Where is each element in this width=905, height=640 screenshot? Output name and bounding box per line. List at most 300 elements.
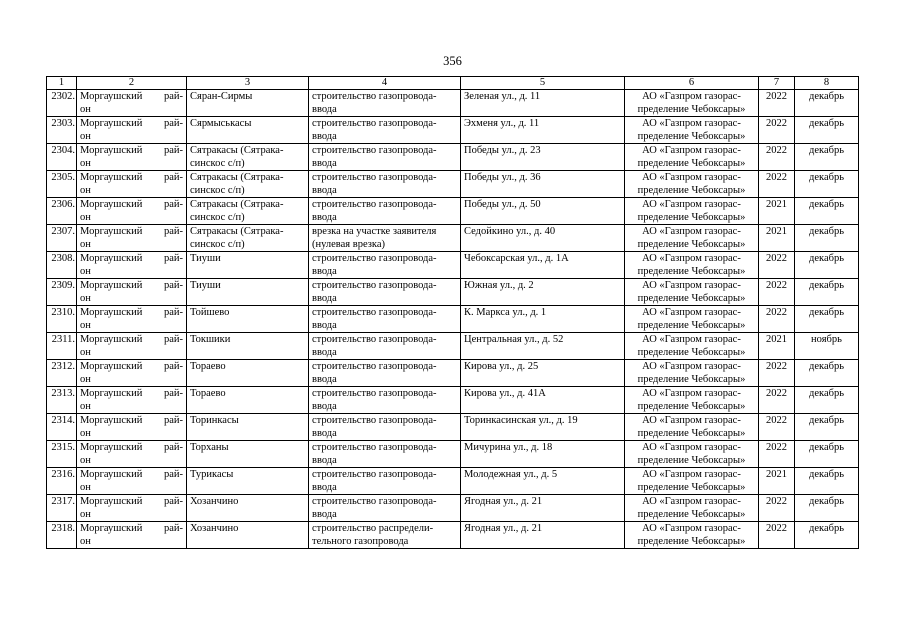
- year-text: 2022: [766, 172, 787, 183]
- address-text: Зеленая ул., д. 11: [464, 91, 541, 102]
- organization-line-2: пределение Чебоксары»: [637, 455, 746, 466]
- month-text: ноябрь: [811, 334, 842, 345]
- organization-line-2: пределение Чебоксары»: [637, 374, 746, 385]
- month-cell: [795, 414, 859, 441]
- district-hyphen-part: рай-: [163, 469, 183, 480]
- locality-line-2: синскос с/п): [190, 212, 245, 223]
- table-row: [47, 144, 859, 171]
- district-cell: [77, 225, 187, 252]
- work-type-line-1: строительство газопровода-: [312, 118, 437, 129]
- month-text: декабрь: [809, 415, 844, 426]
- organization-line-1: АО «Газпром газорас-: [642, 280, 741, 291]
- organization-line-1: АО «Газпром газорас-: [642, 226, 741, 237]
- row-number: 2315.: [51, 442, 75, 453]
- row-number-cell: [47, 252, 77, 279]
- year-cell: [759, 360, 795, 387]
- work-type-cell: [309, 279, 461, 306]
- district-line-1: [80, 522, 183, 535]
- work-type-line-1: строительство газопровода-: [312, 334, 437, 345]
- district-hyphen-part: рай-: [163, 415, 183, 426]
- organization-line-1: АО «Газпром газорас-: [642, 172, 741, 183]
- row-number-cell: [47, 441, 77, 468]
- locality-cell: [187, 468, 309, 495]
- row-number: 2310.: [51, 307, 75, 318]
- table-body: [47, 90, 859, 549]
- address-text: Молодежная ул., д. 5: [464, 469, 558, 480]
- district-name: Моргаушский: [80, 307, 143, 318]
- locality-line-2: синскос с/п): [190, 239, 245, 250]
- address-cell: [461, 522, 625, 549]
- locality-line-1: Сятракасы (Сятрака-: [190, 199, 284, 210]
- district-cell: [77, 144, 187, 171]
- work-type-line-2: (нулевая врезка): [312, 239, 385, 250]
- table-row: [47, 90, 859, 117]
- address-text: Ягодная ул., д. 21: [464, 496, 543, 507]
- row-number: 2305.: [51, 172, 75, 183]
- address-cell: [461, 414, 625, 441]
- address-text: Победы ул., д. 50: [464, 199, 541, 210]
- year-text: 2022: [766, 496, 787, 507]
- locality-line-1: Сяран-Сирмы: [190, 91, 253, 102]
- month-text: декабрь: [809, 523, 844, 534]
- work-type-line-2: ввода: [312, 158, 337, 169]
- locality-line-1: Тораево: [190, 361, 226, 372]
- row-number-cell: [47, 333, 77, 360]
- district-name: Моргаушский: [80, 469, 143, 480]
- work-type-cell: [309, 117, 461, 144]
- work-type-line-2: ввода: [312, 347, 337, 358]
- month-cell: [795, 387, 859, 414]
- district-cell: [77, 171, 187, 198]
- column-header: 3: [187, 77, 309, 90]
- column-number-header-row: [47, 77, 859, 90]
- table-row: [47, 522, 859, 549]
- row-number: 2303.: [51, 118, 75, 129]
- year-cell: [759, 279, 795, 306]
- address-cell: [461, 441, 625, 468]
- district-hyphen-part: рай-: [163, 523, 183, 534]
- column-header: 8: [795, 77, 859, 90]
- column-header: 4: [309, 77, 461, 90]
- table-row: [47, 279, 859, 306]
- district-line-1: [80, 144, 183, 157]
- organization-cell: [625, 90, 759, 117]
- row-number-cell: [47, 144, 77, 171]
- year-text: 2021: [766, 226, 787, 237]
- district-name: Моргаушский: [80, 442, 143, 453]
- address-text: Кирова ул., д. 41А: [464, 388, 546, 399]
- organization-cell: [625, 360, 759, 387]
- work-type-line-1: строительство газопровода-: [312, 307, 437, 318]
- district-cell: [77, 495, 187, 522]
- row-number-cell: [47, 117, 77, 144]
- year-text: 2022: [766, 307, 787, 318]
- locality-line-1: Сятракасы (Сятрака-: [190, 145, 284, 156]
- work-type-line-2: ввода: [312, 131, 337, 142]
- work-type-line-2: ввода: [312, 401, 337, 412]
- district-line-1: [80, 171, 183, 184]
- locality-line-1: Хозанчино: [190, 523, 239, 534]
- work-type-line-1: строительство газопровода-: [312, 172, 437, 183]
- row-number-cell: [47, 495, 77, 522]
- district-line-1: [80, 414, 183, 427]
- organization-line-2: пределение Чебоксары»: [637, 104, 746, 115]
- locality-cell: [187, 414, 309, 441]
- district-name: Моргаушский: [80, 145, 143, 156]
- table-row: [47, 360, 859, 387]
- district-line-1: [80, 441, 183, 454]
- month-text: декабрь: [809, 469, 844, 480]
- district-line-2: он: [80, 239, 91, 250]
- row-number: 2312.: [51, 361, 75, 372]
- work-type-line-2: ввода: [312, 482, 337, 493]
- month-cell: [795, 495, 859, 522]
- month-cell: [795, 441, 859, 468]
- table-row: [47, 468, 859, 495]
- address-text: Чебоксарская ул., д. 1А: [464, 253, 569, 264]
- locality-line-1: Сярмыськасы: [190, 118, 252, 129]
- district-line-1: [80, 279, 183, 292]
- district-line-2: он: [80, 374, 91, 385]
- locality-cell: [187, 171, 309, 198]
- work-type-line-1: строительство газопровода-: [312, 280, 437, 291]
- row-number-cell: [47, 225, 77, 252]
- month-cell: [795, 360, 859, 387]
- work-type-line-1: строительство газопровода-: [312, 361, 437, 372]
- page-number: 356: [443, 54, 462, 68]
- locality-line-2: синскос с/п): [190, 158, 245, 169]
- district-hyphen-part: рай-: [163, 388, 183, 399]
- work-type-cell: [309, 306, 461, 333]
- row-number-cell: [47, 522, 77, 549]
- organization-line-2: пределение Чебоксары»: [637, 158, 746, 169]
- district-line-2: он: [80, 131, 91, 142]
- work-type-cell: [309, 414, 461, 441]
- district-line-2: он: [80, 428, 91, 439]
- work-type-line-1: строительство газопровода-: [312, 415, 437, 426]
- organization-line-2: пределение Чебоксары»: [637, 266, 746, 277]
- month-cell: [795, 144, 859, 171]
- organization-line-1: АО «Газпром газорас-: [642, 145, 741, 156]
- locality-cell: [187, 198, 309, 225]
- row-number-cell: [47, 306, 77, 333]
- district-line-2: он: [80, 347, 91, 358]
- organization-line-1: АО «Газпром газорас-: [642, 334, 741, 345]
- district-name: Моргаушский: [80, 91, 143, 102]
- row-number-cell: [47, 414, 77, 441]
- month-text: декабрь: [809, 172, 844, 183]
- month-text: декабрь: [809, 361, 844, 372]
- year-text: 2022: [766, 523, 787, 534]
- district-cell: [77, 387, 187, 414]
- row-number: 2313.: [51, 388, 75, 399]
- work-type-line-1: строительство газопровода-: [312, 91, 437, 102]
- work-type-cell: [309, 468, 461, 495]
- organization-line-2: пределение Чебоксары»: [637, 509, 746, 520]
- organization-line-1: АО «Газпром газорас-: [642, 523, 741, 534]
- table-row: [47, 441, 859, 468]
- table-row: [47, 306, 859, 333]
- work-type-cell: [309, 90, 461, 117]
- organization-line-2: пределение Чебоксары»: [637, 239, 746, 250]
- table-row: [47, 252, 859, 279]
- organization-line-2: пределение Чебоксары»: [637, 293, 746, 304]
- address-cell: [461, 387, 625, 414]
- locality-cell: [187, 333, 309, 360]
- locality-line-1: Хозанчино: [190, 496, 239, 507]
- address-cell: [461, 360, 625, 387]
- district-hyphen-part: рай-: [163, 226, 183, 237]
- locality-cell: [187, 252, 309, 279]
- organization-line-1: АО «Газпром газорас-: [642, 496, 741, 507]
- work-type-line-1: врезка на участке заявителя: [312, 226, 437, 237]
- locality-line-1: Тораево: [190, 388, 226, 399]
- locality-line-1: Тойшево: [190, 307, 230, 318]
- district-line-2: он: [80, 104, 91, 115]
- organization-cell: [625, 144, 759, 171]
- organization-line-1: АО «Газпром газорас-: [642, 199, 741, 210]
- district-hyphen-part: рай-: [163, 442, 183, 453]
- gas-works-table: [46, 76, 859, 549]
- district-line-1: [80, 252, 183, 265]
- year-cell: [759, 90, 795, 117]
- organization-cell: [625, 468, 759, 495]
- work-type-cell: [309, 387, 461, 414]
- district-cell: [77, 90, 187, 117]
- month-cell: [795, 522, 859, 549]
- month-text: декабрь: [809, 388, 844, 399]
- district-hyphen-part: рай-: [163, 118, 183, 129]
- address-text: Кирова ул., д. 25: [464, 361, 539, 372]
- work-type-line-1: строительство газопровода-: [312, 253, 437, 264]
- year-cell: [759, 117, 795, 144]
- work-type-line-2: ввода: [312, 320, 337, 331]
- work-type-cell: [309, 144, 461, 171]
- organization-line-2: пределение Чебоксары»: [637, 428, 746, 439]
- month-text: декабрь: [809, 145, 844, 156]
- year-cell: [759, 522, 795, 549]
- year-cell: [759, 225, 795, 252]
- work-type-line-2: тельного газопровода: [312, 536, 409, 547]
- locality-cell: [187, 279, 309, 306]
- district-line-2: он: [80, 266, 91, 277]
- row-number-cell: [47, 387, 77, 414]
- month-cell: [795, 117, 859, 144]
- column-header: 7: [759, 77, 795, 90]
- locality-line-2: синскос с/п): [190, 185, 245, 196]
- month-cell: [795, 252, 859, 279]
- district-hyphen-part: рай-: [163, 496, 183, 507]
- column-header: 1: [47, 77, 77, 90]
- work-type-cell: [309, 171, 461, 198]
- work-type-line-2: ввода: [312, 428, 337, 439]
- month-cell: [795, 90, 859, 117]
- district-hyphen-part: рай-: [163, 361, 183, 372]
- month-cell: [795, 198, 859, 225]
- row-number: 2306.: [51, 199, 75, 210]
- year-text: 2022: [766, 253, 787, 264]
- organization-line-2: пределение Чебоксары»: [637, 131, 746, 142]
- month-text: декабрь: [809, 280, 844, 291]
- district-cell: [77, 306, 187, 333]
- work-type-line-2: ввода: [312, 509, 337, 520]
- locality-line-1: Тиуши: [190, 280, 221, 291]
- work-type-line-1: строительство газопровода-: [312, 145, 437, 156]
- district-line-1: [80, 495, 183, 508]
- row-number: 2317.: [51, 496, 75, 507]
- district-hyphen-part: рай-: [163, 253, 183, 264]
- district-name: Моргаушский: [80, 199, 143, 210]
- district-hyphen-part: рай-: [163, 172, 183, 183]
- organization-line-1: АО «Газпром газорас-: [642, 307, 741, 318]
- year-cell: [759, 468, 795, 495]
- organization-cell: [625, 279, 759, 306]
- locality-cell: [187, 387, 309, 414]
- district-line-2: он: [80, 185, 91, 196]
- locality-line-1: Торханы: [190, 442, 229, 453]
- month-text: декабрь: [809, 199, 844, 210]
- district-hyphen-part: рай-: [163, 334, 183, 345]
- table-row: [47, 495, 859, 522]
- district-hyphen-part: рай-: [163, 145, 183, 156]
- district-name: Моргаушский: [80, 415, 143, 426]
- table-row: [47, 225, 859, 252]
- district-line-2: он: [80, 212, 91, 223]
- organization-cell: [625, 414, 759, 441]
- row-number: 2311.: [51, 334, 75, 345]
- row-number-cell: [47, 468, 77, 495]
- organization-line-2: пределение Чебоксары»: [637, 212, 746, 223]
- district-line-1: [80, 225, 183, 238]
- locality-line-1: Тиуши: [190, 253, 221, 264]
- locality-line-1: Токшики: [190, 334, 231, 345]
- organization-cell: [625, 333, 759, 360]
- year-text: 2022: [766, 442, 787, 453]
- address-text: Победы ул., д. 36: [464, 172, 541, 183]
- work-type-cell: [309, 522, 461, 549]
- locality-cell: [187, 522, 309, 549]
- year-text: 2021: [766, 469, 787, 480]
- address-text: Южная ул., д. 2: [464, 280, 534, 291]
- row-number: 2316.: [51, 469, 75, 480]
- district-cell: [77, 468, 187, 495]
- organization-line-1: АО «Газпром газорас-: [642, 91, 741, 102]
- locality-cell: [187, 306, 309, 333]
- district-name: Моргаушский: [80, 496, 143, 507]
- work-type-line-2: ввода: [312, 293, 337, 304]
- work-type-line-2: ввода: [312, 212, 337, 223]
- district-line-2: он: [80, 158, 91, 169]
- district-line-2: он: [80, 536, 91, 547]
- row-number: 2307.: [51, 226, 75, 237]
- locality-cell: [187, 360, 309, 387]
- organization-cell: [625, 441, 759, 468]
- year-cell: [759, 144, 795, 171]
- table-row: [47, 414, 859, 441]
- district-line-1: [80, 306, 183, 319]
- address-text: Эхменя ул., д. 11: [464, 118, 540, 129]
- year-cell: [759, 306, 795, 333]
- organization-line-1: АО «Газпром газорас-: [642, 442, 741, 453]
- address-text: Победы ул., д. 23: [464, 145, 541, 156]
- year-text: 2022: [766, 415, 787, 426]
- work-type-line-1: строительство газопровода-: [312, 199, 437, 210]
- district-cell: [77, 414, 187, 441]
- row-number: 2314.: [51, 415, 75, 426]
- work-type-line-2: ввода: [312, 266, 337, 277]
- month-text: декабрь: [809, 307, 844, 318]
- year-cell: [759, 333, 795, 360]
- address-text: К. Маркса ул., д. 1: [464, 307, 547, 318]
- table-row: [47, 117, 859, 144]
- organization-cell: [625, 522, 759, 549]
- work-type-line-2: ввода: [312, 185, 337, 196]
- work-type-cell: [309, 198, 461, 225]
- district-line-1: [80, 468, 183, 481]
- year-cell: [759, 252, 795, 279]
- organization-line-1: АО «Газпром газорас-: [642, 253, 741, 264]
- locality-line-1: Сятракасы (Сятрака-: [190, 172, 284, 183]
- district-cell: [77, 522, 187, 549]
- district-line-2: он: [80, 320, 91, 331]
- district-name: Моргаушский: [80, 172, 143, 183]
- address-text: Мичурина ул., д. 18: [464, 442, 553, 453]
- address-text: Центральная ул., д. 52: [464, 334, 564, 345]
- work-type-line-1: строительство газопровода-: [312, 469, 437, 480]
- organization-cell: [625, 252, 759, 279]
- month-cell: [795, 306, 859, 333]
- row-number: 2304.: [51, 145, 75, 156]
- address-cell: [461, 333, 625, 360]
- row-number: 2318.: [51, 523, 75, 534]
- locality-cell: [187, 117, 309, 144]
- organization-cell: [625, 171, 759, 198]
- month-cell: [795, 333, 859, 360]
- table-row: [47, 333, 859, 360]
- year-text: 2022: [766, 118, 787, 129]
- month-text: декабрь: [809, 91, 844, 102]
- locality-line-1: Торинкасы: [190, 415, 239, 426]
- month-text: декабрь: [809, 253, 844, 264]
- month-text: декабрь: [809, 118, 844, 129]
- locality-cell: [187, 495, 309, 522]
- district-cell: [77, 198, 187, 225]
- work-type-cell: [309, 333, 461, 360]
- district-name: Моргаушский: [80, 361, 143, 372]
- year-text: 2021: [766, 199, 787, 210]
- district-name: Моргаушский: [80, 388, 143, 399]
- district-cell: [77, 252, 187, 279]
- table-row: [47, 171, 859, 198]
- address-cell: [461, 495, 625, 522]
- year-cell: [759, 171, 795, 198]
- district-hyphen-part: рай-: [163, 280, 183, 291]
- address-cell: [461, 279, 625, 306]
- work-type-line-1: строительство распредели-: [312, 523, 434, 534]
- organization-cell: [625, 198, 759, 225]
- work-type-cell: [309, 225, 461, 252]
- address-cell: [461, 144, 625, 171]
- district-line-1: [80, 198, 183, 211]
- work-type-line-1: строительство газопровода-: [312, 388, 437, 399]
- row-number: 2309.: [51, 280, 75, 291]
- locality-line-1: Сятракасы (Сятрака-: [190, 226, 284, 237]
- row-number-cell: [47, 171, 77, 198]
- district-line-1: [80, 333, 183, 346]
- organization-line-1: АО «Газпром газорас-: [642, 388, 741, 399]
- organization-line-1: АО «Газпром газорас-: [642, 469, 741, 480]
- year-cell: [759, 387, 795, 414]
